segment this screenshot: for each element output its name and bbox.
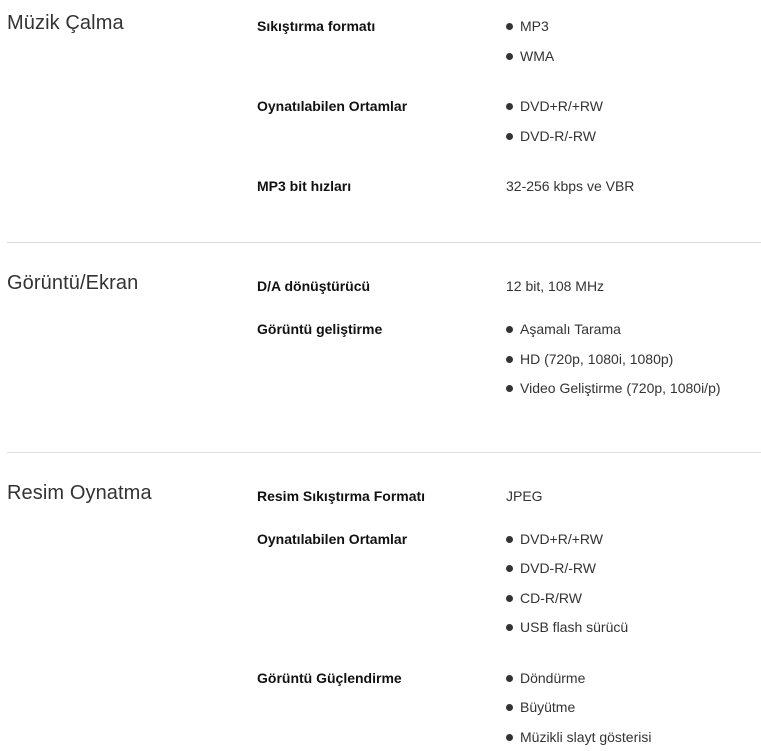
spec-bullet-text: CD-R/RW xyxy=(520,590,582,606)
section-divider xyxy=(7,452,761,453)
spec-bullet-text: Aşamalı Tarama xyxy=(520,321,621,337)
spec-bullet-text: DVD+R/+RW xyxy=(520,531,603,547)
spec-bullet-item xyxy=(506,98,603,114)
bullet-dot-icon xyxy=(506,385,513,392)
spec-bullet-item xyxy=(506,351,673,367)
bullet-dot-icon xyxy=(506,734,513,741)
bullet-dot-icon xyxy=(506,624,513,631)
spec-bullet-text: WMA xyxy=(520,48,555,64)
spec-bullet-item xyxy=(506,321,621,337)
section-title-goruntu-ekran: Görüntü/Ekran xyxy=(7,272,139,294)
section-divider xyxy=(7,242,761,243)
bullet-dot-icon xyxy=(506,53,513,60)
bullet-dot-icon xyxy=(506,536,513,543)
spec-bullet-text: DVD-R/-RW xyxy=(520,560,596,576)
bullet-dot-icon xyxy=(506,595,513,602)
spec-bullet-item xyxy=(506,670,585,686)
bullet-dot-icon xyxy=(506,675,513,682)
spec-bullet-item xyxy=(506,18,549,34)
spec-value: 12 bit, 108 MHz xyxy=(506,278,605,294)
spec-label: Resim Sıkıştırma Formatı xyxy=(257,488,426,504)
spec-label: Sıkıştırma formatı xyxy=(257,18,376,34)
spec-bullet-item xyxy=(506,699,575,715)
spec-bullet-text: MP3 xyxy=(520,18,549,34)
section-title-resim-oynatma: Resim Oynatma xyxy=(7,482,152,504)
spec-value: 32-256 kbps ve VBR xyxy=(506,178,635,194)
spec-value: JPEG xyxy=(506,488,543,504)
spec-bullet-item xyxy=(506,128,596,144)
bullet-dot-icon xyxy=(506,103,513,110)
spec-bullet-text: HD (720p, 1080i, 1080p) xyxy=(520,351,674,367)
bullet-dot-icon xyxy=(506,326,513,333)
spec-bullet-item xyxy=(506,48,554,64)
spec-label: MP3 bit hızları xyxy=(257,178,352,194)
bullet-dot-icon xyxy=(506,356,513,363)
spec-label: Oynatılabilen Ortamlar xyxy=(257,98,408,114)
spec-label: Oynatılabilen Ortamlar xyxy=(257,531,408,547)
spec-bullet-text: Büyütme xyxy=(520,699,576,715)
bullet-dot-icon xyxy=(506,23,513,30)
spec-bullet-text: Döndürme xyxy=(520,670,586,686)
bullet-dot-icon xyxy=(506,133,513,140)
bullet-dot-icon xyxy=(506,704,513,711)
spec-label: D/A dönüştürücü xyxy=(257,278,371,294)
spec-bullet-text: Müzikli slayt gösterisi xyxy=(520,729,652,745)
spec-bullet-item xyxy=(506,380,721,396)
spec-bullet-item xyxy=(506,531,603,547)
spec-label: Görüntü geliştirme xyxy=(257,321,383,337)
section-title-muzik-calma: Müzik Çalma xyxy=(7,12,124,34)
bullet-dot-icon xyxy=(506,565,513,572)
spec-label: Görüntü Güçlendirme xyxy=(257,670,402,686)
spec-bullet-item xyxy=(506,619,628,635)
spec-bullet-item xyxy=(506,729,651,745)
spec-bullet-item xyxy=(506,560,596,576)
spec-bullet-item xyxy=(506,590,582,606)
spec-bullet-text: DVD-R/-RW xyxy=(520,128,596,144)
spec-bullet-text: Video Geliştirme (720p, 1080i/p) xyxy=(520,380,721,396)
spec-bullet-text: DVD+R/+RW xyxy=(520,98,603,114)
spec-bullet-text: USB flash sürücü xyxy=(520,619,629,635)
